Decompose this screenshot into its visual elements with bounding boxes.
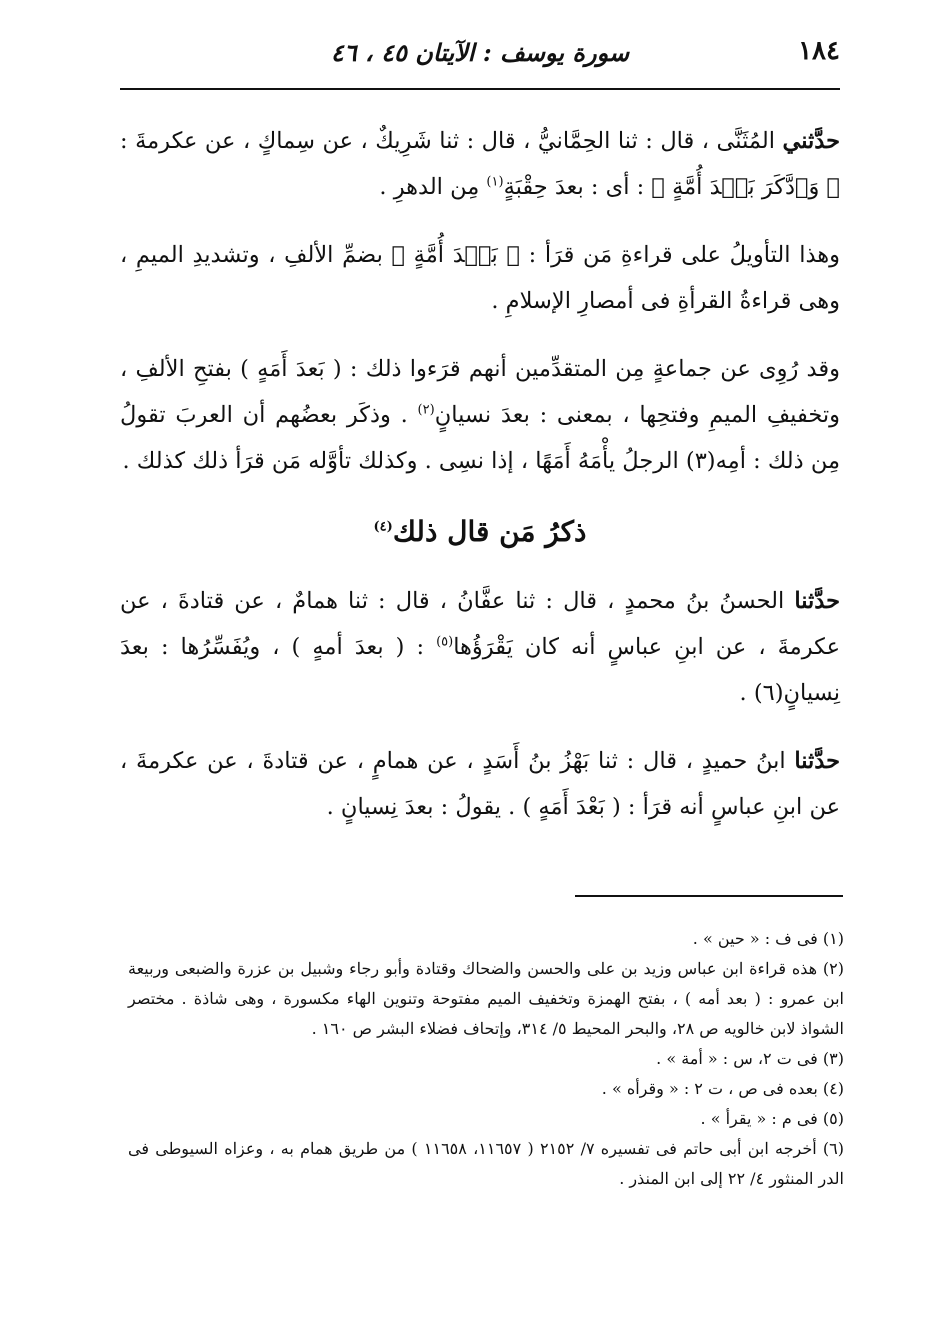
narration-lead: حدَّثنا bbox=[794, 588, 840, 614]
footnote: (٤) بعده فى ص ، ت ٢ : « وقرأه » . bbox=[601, 1079, 844, 1098]
footnote-mark[interactable]: (٤) bbox=[373, 519, 393, 535]
paragraph-tail: مِن الدهرِ . bbox=[379, 174, 487, 200]
section-heading bbox=[120, 506, 840, 558]
paragraph bbox=[120, 346, 840, 484]
section-title: ذكرُ مَن قال ذلك bbox=[392, 515, 587, 548]
narration-tail: : ( بعدَ أمهٍ ) ، ويُفَسِّرُها : بعدَ نِسيانٍ(٦) . bbox=[120, 634, 840, 706]
footnotes bbox=[128, 924, 844, 1194]
page-number: ١٨٤ bbox=[798, 36, 840, 66]
paragraph-text: المُثَنَّى ، قال : ثنا الحِمَّانيُّ ، قال : ثنا شَرِيكٌ ، عن سِماكٍ ، عن عكرمةَ : ﴿ وَٱدَّكَرَ بَعۡدَ أُمَّةٍ ﴾ : أى : بعدَ حِقْبَةٍ bbox=[120, 128, 840, 200]
paragraph-tail: . وذكَر بعضُهم أن العربَ تقولُ مِن ذلك : أمِه(٣) الرجلُ يأْمَهُ أَمَهًا ، إذا نسِى . وكذلك تأوَّله مَن قرَأ ذلك كذلك . bbox=[120, 402, 840, 474]
page-header bbox=[120, 30, 840, 90]
narration bbox=[120, 738, 840, 830]
footnote: (٥) فى م : « يقرأ » . bbox=[700, 1109, 844, 1128]
footnote: (١) فى ف : « حين » . bbox=[692, 929, 844, 948]
narration-lead: حدَّثني bbox=[782, 128, 840, 154]
paragraph bbox=[120, 232, 840, 324]
narration-text: الحسنُ بنُ محمدٍ ، قال : ثنا عفَّانُ ، قال : ثنا همامٌ ، عن قتادةَ ، عن عكرمةَ ، عن ابنِ عباسٍ أنه كان يَقْرَؤُها bbox=[120, 588, 840, 660]
footnote: (٣) فى ت ٢، س : « أمة » . bbox=[656, 1049, 844, 1068]
narration bbox=[120, 578, 840, 716]
running-title: سورة يوسف : الآيتان ٤٥ ، ٤٦ bbox=[330, 38, 630, 67]
footnote-mark[interactable]: (٥) bbox=[436, 634, 454, 650]
footnote-mark[interactable]: (٢) bbox=[417, 402, 435, 418]
footnote: (٦) أخرجه ابن أبى حاتم فى تفسيره ٧/ ٢١٥٢ ( ١١٦٥٧، ١١٦٥٨ ) من طريق همام به ، وعزاه السيوطى فى الدر المنثور ٤/ ٢٢ إلى ابن المنذر . bbox=[128, 1139, 844, 1188]
main-text bbox=[120, 118, 840, 852]
narration-text: ابنُ حميدٍ ، قال : ثنا بَهْزُ بنُ أَسَدٍ ، عن همامٍ ، عن قتادةَ ، عن عكرمةَ ، عن ابنِ عباسٍ أنه قرَأ : ( بَعْدَ أَمَهٍ ) . يقولُ : بعدَ نِسيانٍ . bbox=[120, 748, 840, 820]
footnote-mark[interactable]: (١) bbox=[486, 174, 504, 190]
paragraph-text: وقد رُوِى عن جماعةٍ مِن المتقدِّمين أنهم قرَءوا ذلك : ( بَعدَ أَمَهٍ ) بفتحِ الألفِ ، وتخفيفِ الميمِ وفتحِها ، بمعنى : بعدَ نسيانٍ bbox=[120, 356, 840, 428]
footnote: (٢) هذه قراءة ابن عباس وزيد بن على والحسن والضحاك وقتادة وأبو رجاء وشبيل بن عزرة والضبعى وربيعة ابن عمرو : ( بعد أمه ) ، بفتح الهمزة وتخفيف الميم مفتوحة وتنوين الهاء مكسورة ، وهى شاذة . مختصر الشواذ لابن خالويه ص ٢٨، والبحر المحيط ٥/ ٣١٤، وإتحاف فضلاء البشر ص ١٦٠ . bbox=[128, 959, 844, 1038]
paragraph bbox=[120, 118, 840, 210]
footnote-separator bbox=[575, 895, 843, 897]
narration-lead: حدَّثنا bbox=[794, 748, 840, 774]
paragraph-text: وهذا التأويلُ على قراءةِ مَن قرَأ : ﴿ بَعۡدَ أُمَّةٍ ﴾ بضمِّ الألفِ ، وتشديدِ الميمِ ، وهى قراءةُ القرأةِ فى أمصارِ الإسلامِ . bbox=[120, 242, 840, 314]
